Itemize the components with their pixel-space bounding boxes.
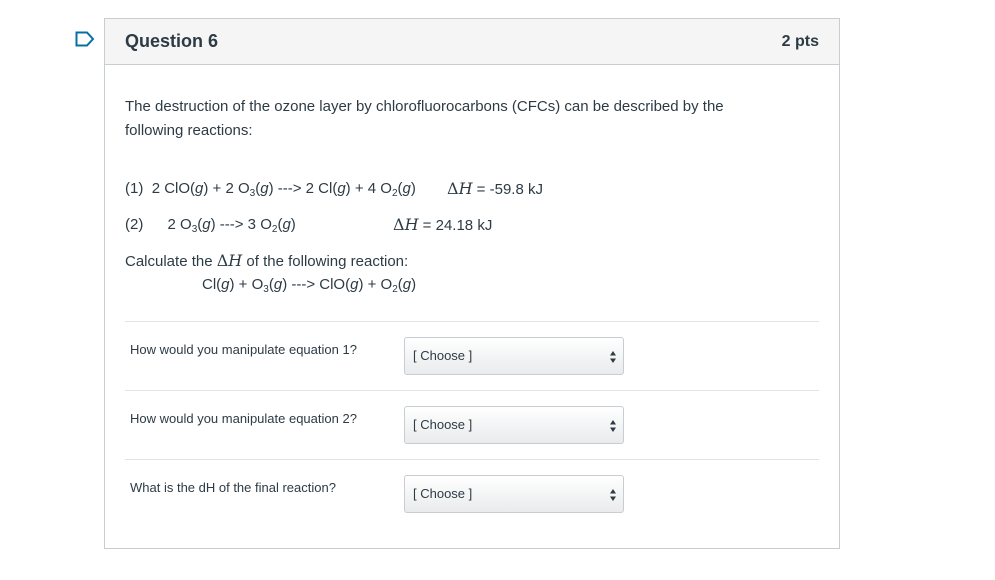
divider: [125, 321, 819, 322]
reaction-1: (1) 2 ClO(g) + 2 $O_3(g)$ ---> 2 Cl(g) + 4 $O_2(g)$: [125, 180, 416, 199]
reaction-2-enthalpy: ΔH = 24.18 kJ: [393, 215, 493, 234]
select-value: [ Choose ]: [413, 486, 473, 501]
flag-question-icon[interactable]: [75, 31, 95, 47]
divider: [125, 390, 819, 391]
select-arrows-icon: [609, 350, 617, 364]
question-title: Question 6: [125, 31, 219, 51]
select-value: [ Choose ]: [413, 417, 473, 432]
select-value: [ Choose ]: [413, 348, 473, 363]
sub-question-1-label: How would you manipulate equation 1?: [130, 342, 357, 357]
reaction-1-enthalpy: ΔH = -59.8 kJ: [447, 179, 543, 198]
question-points: 2 pts: [781, 33, 819, 50]
calculate-prompt: Calculate the ΔH of the following reaction:: [125, 251, 409, 270]
sub-question-2-select[interactable]: [404, 406, 624, 444]
sub-question-3-select[interactable]: [404, 475, 624, 513]
sub-question-2-label: How would you manipulate equation 2?: [130, 411, 357, 426]
target-reaction: $Cl(g) + O_3(g)$ ---> $ClO(g) + O_2(g)$: [202, 276, 417, 295]
select-arrows-icon: [609, 488, 617, 502]
select-arrows-icon: [609, 419, 617, 433]
question-card: [104, 18, 840, 549]
sub-question-3-label: What is the dH of the final reaction?: [130, 480, 336, 495]
question-intro: The destruction of the ozone layer by chlorofluorocarbons (CFCs) can be described by the following reactions:: [125, 98, 724, 139]
question-header: [105, 19, 839, 65]
divider: [125, 459, 819, 460]
reaction-2: (2) 2 $O_3(g)$ ---> 3 $O_2(g)$: [125, 216, 296, 235]
sub-question-1-select[interactable]: [404, 337, 624, 375]
